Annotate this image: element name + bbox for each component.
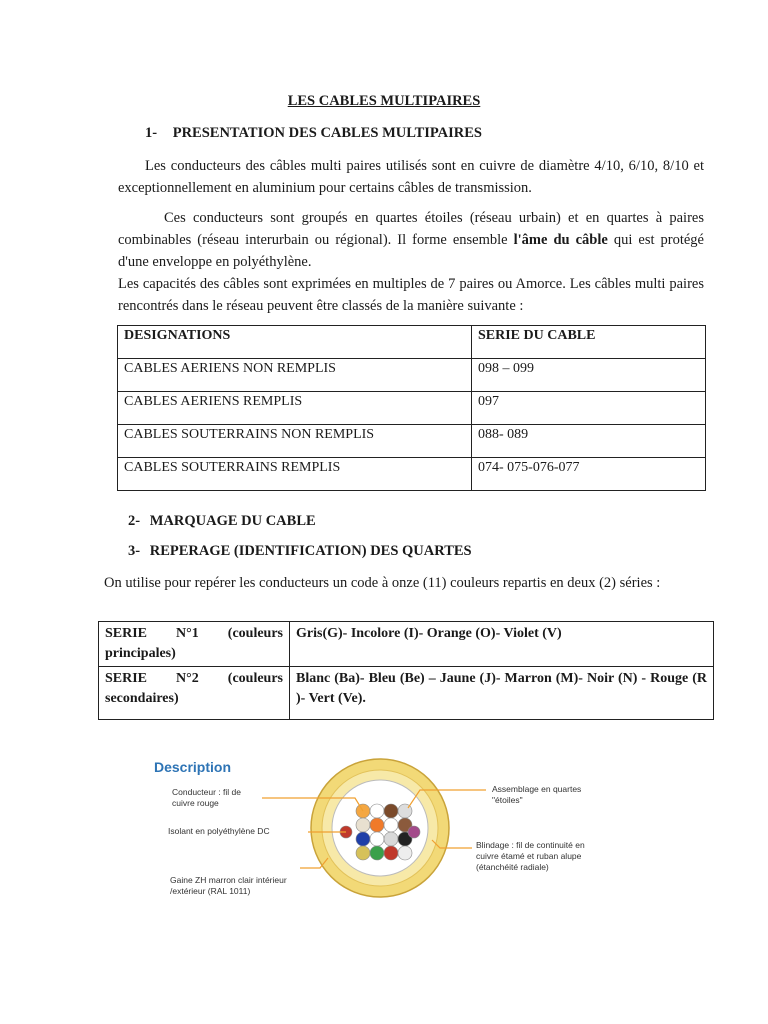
table-row: [118, 458, 706, 491]
table-cell: CABLES SOUTERRAINS NON REMPLIS: [118, 425, 472, 458]
table-row: [99, 622, 714, 667]
label-blindage: Blindage : fil de continuité en cuivre étamé et ruban alupe (étanchéité radiale): [476, 840, 585, 872]
section3-title: REPERAGE (IDENTIFICATION) DES QUARTES: [149, 543, 472, 559]
paragraph-2: [118, 207, 704, 273]
color-code-table: [98, 621, 714, 720]
paragraph-2-text-a: Ces conducteurs sont groupés en quartes étoiles (réseau urbain) et en quartes à paires combinables (réseau interurbain ou régional). Il forme ensemble: [118, 210, 704, 248]
table-cell: CABLES AERIENS NON REMPLIS: [118, 359, 472, 392]
section1-title: PRESENTATION DES CABLES MULTIPAIRES: [172, 125, 482, 141]
section1-heading: [145, 125, 482, 142]
table-cell: SERIE N°1 (couleurs principales): [99, 622, 290, 667]
label-conducteur: Conducteur : fil de cuivre rouge: [172, 787, 241, 808]
table-cell: Gris(G)- Incolore (I)- Orange (O)- Violet (V): [290, 622, 714, 667]
figure-title: Description: [154, 759, 232, 775]
section2-title: MARQUAGE DU CABLE: [149, 513, 316, 529]
table-row: [99, 667, 714, 720]
table-cell: CABLES AERIENS REMPLIS: [118, 392, 472, 425]
table-cell: 088- 089: [472, 425, 706, 458]
cable-series-table: [117, 325, 706, 491]
table-row: [118, 392, 706, 425]
paragraph-2-text-b: qui est protégé d'une enveloppe en polyéthylène.: [118, 232, 704, 270]
section3-heading: [128, 543, 472, 560]
table-row: [118, 425, 706, 458]
section2-number: 2-: [128, 513, 141, 529]
table-cell: SERIE N°2 (couleurs secondaires): [99, 667, 290, 720]
table-cell: Blanc (Ba)- Bleu (Be) – Jaune (J)- Marron (M)- Noir (N) - Rouge (R )- Vert (Ve).: [290, 667, 714, 720]
label-gaine: Gaine ZH marron clair intérieur /extérieur (RAL 1011): [170, 875, 287, 896]
section3-number: 3-: [128, 543, 141, 559]
table-header-cell: SERIE DU CABLE: [472, 326, 706, 359]
paragraph-3: Les capacités des câbles sont exprimées en multiples de 7 paires ou Amorce. Les câbles multi paires rencontrés dans le réseau peuvent être classés de la manière suivante :: [118, 276, 704, 314]
paragraph-1: Les conducteurs des câbles multi paires utilisés sont en cuivre de diamètre 4/10, 6/10, 8/10 et exceptionnellement en aluminium pour certains câbles de transmission.: [118, 158, 704, 196]
cable-cross-section-diagram: [150, 740, 620, 940]
table-header-row: [118, 326, 706, 359]
table-cell: 074- 075-076-077: [472, 458, 706, 491]
table-cell: 097: [472, 392, 706, 425]
table-header-cell: DESIGNATIONS: [118, 326, 472, 359]
section1-number: 1-: [145, 125, 158, 141]
paragraph-4: On utilise pour repérer les conducteurs un code à onze (11) couleurs repartis en deux (2) séries :: [104, 575, 661, 591]
paragraph-2-bold: l'âme du câble: [513, 232, 608, 248]
label-assemblage: Assemblage en quartes "étoiles": [492, 784, 582, 805]
table-cell: CABLES SOUTERRAINS REMPLIS: [118, 458, 472, 491]
section2-heading: [128, 513, 316, 530]
table-cell: 098 – 099: [472, 359, 706, 392]
label-isolant: Isolant en polyéthylène DC: [168, 826, 270, 836]
page-title: LES CABLES MULTIPAIRES: [287, 93, 481, 109]
table-row: [118, 359, 706, 392]
